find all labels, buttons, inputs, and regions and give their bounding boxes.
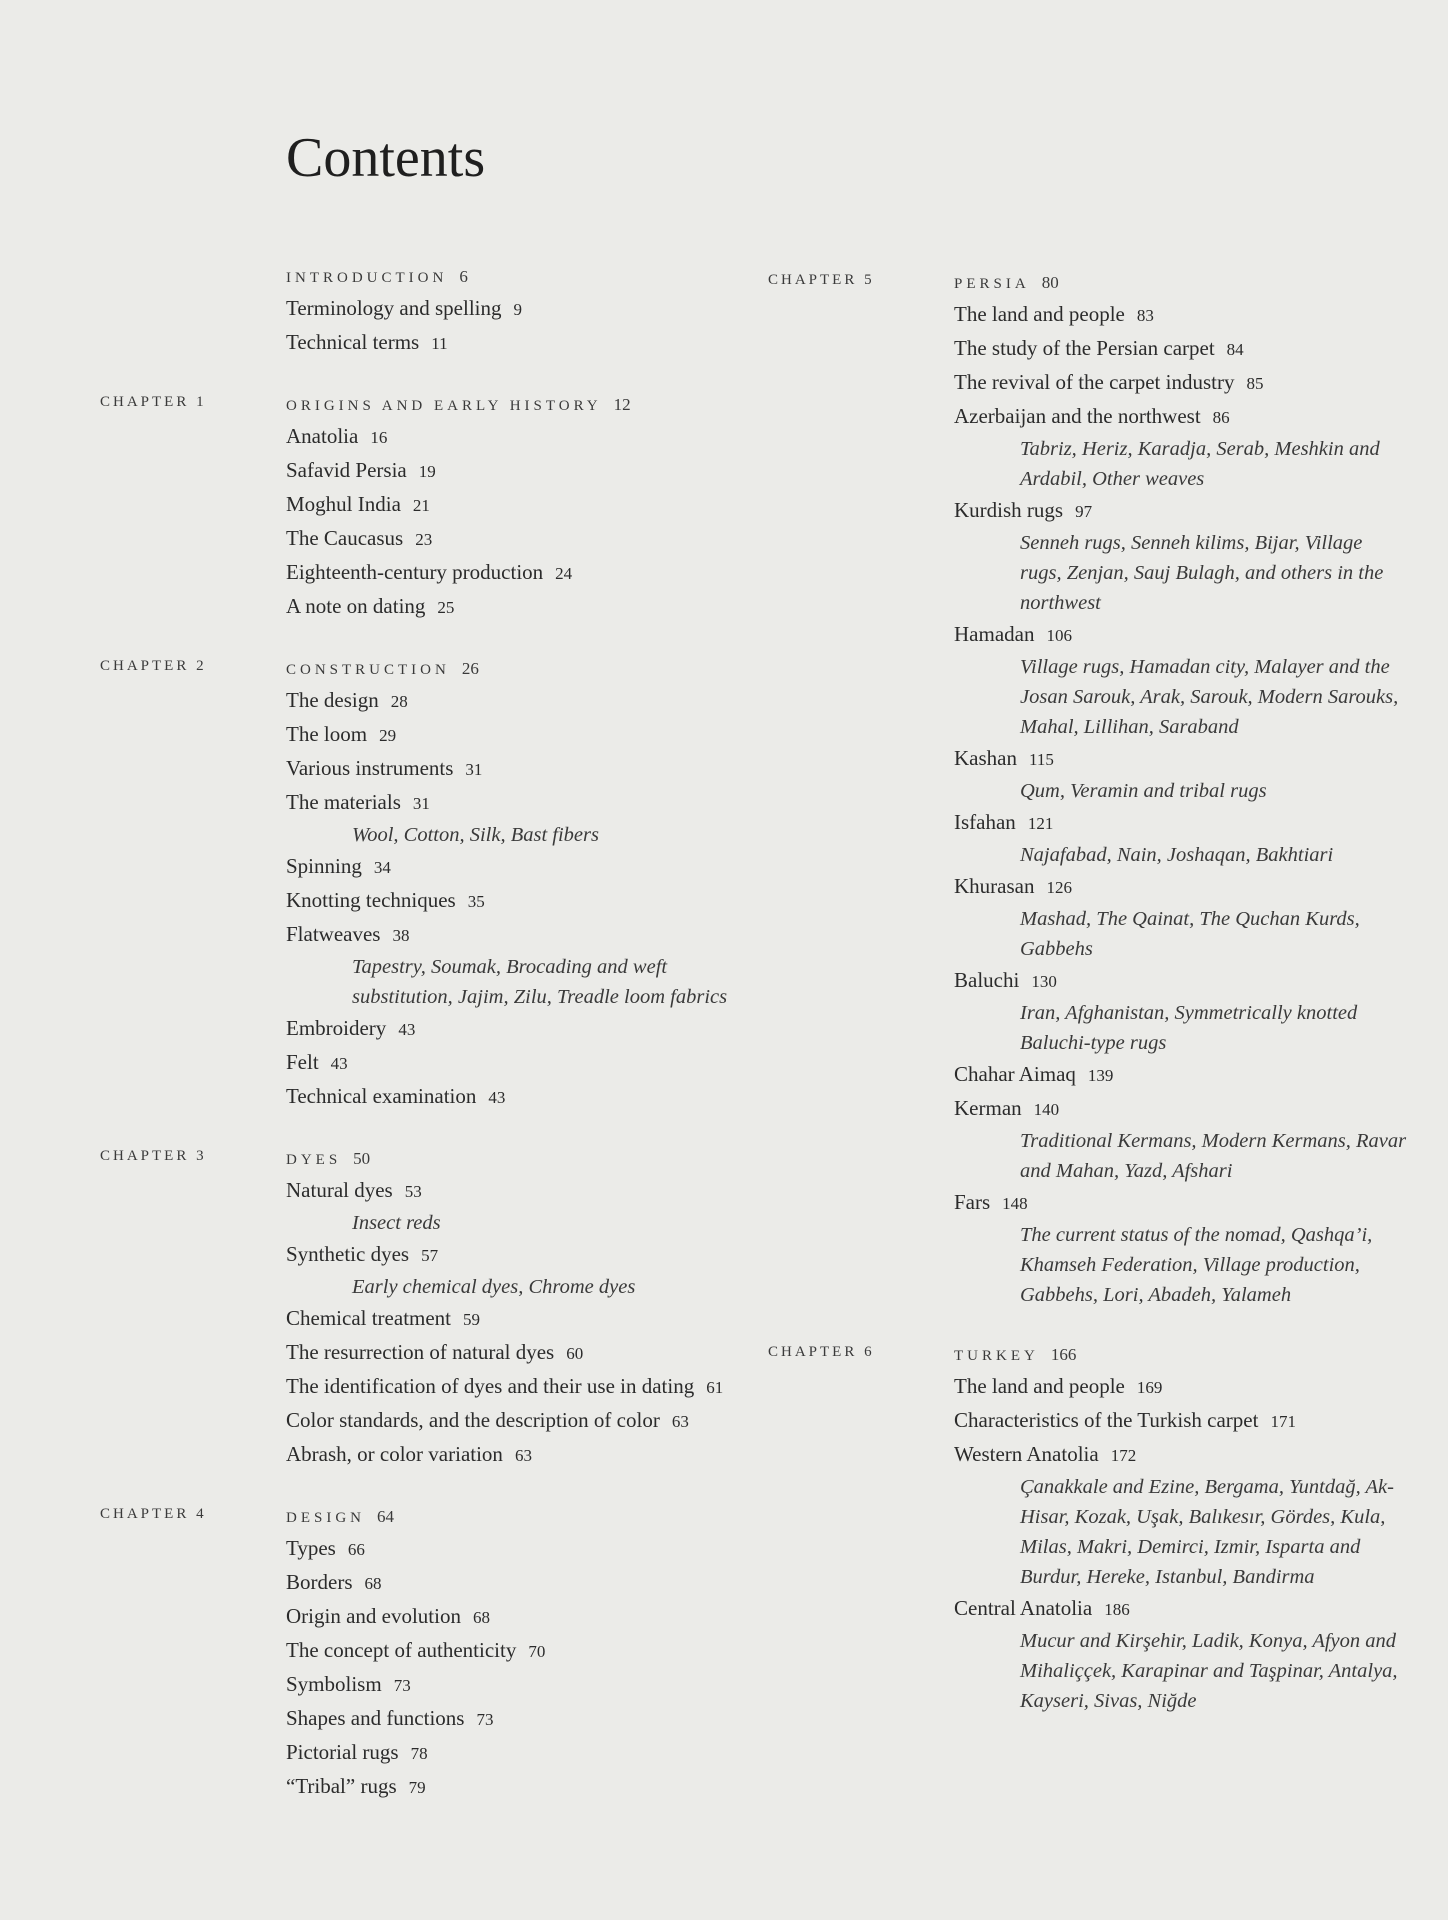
entry-title: The land and people (954, 1374, 1125, 1398)
page-number: 68 (472, 1608, 490, 1627)
page-number: 84 (1226, 340, 1244, 359)
section-entries (286, 1502, 820, 1804)
toc-section (100, 390, 820, 624)
entry-title: Anatolia (286, 424, 359, 448)
toc-entry (954, 1438, 1408, 1472)
entry-title: Chemical treatment (286, 1306, 452, 1330)
toc-section (100, 1502, 820, 1804)
entry-title: Spinning (286, 854, 362, 878)
page-number: 34 (373, 858, 391, 877)
section-heading-text: TURKEY (954, 1348, 1039, 1364)
page-number: 171 (1270, 1412, 1296, 1431)
toc-entry (286, 454, 820, 488)
page-number: 85 (1246, 374, 1264, 393)
page-number: 70 (528, 1642, 546, 1661)
page-number: 9 (513, 300, 522, 319)
toc-entry (954, 742, 1408, 776)
page-number: 57 (421, 1246, 439, 1265)
entry-title: Kashan (954, 746, 1017, 770)
toc-entry (286, 1702, 820, 1736)
toc-entry (286, 786, 820, 820)
entry-title: Shapes and functions (286, 1706, 465, 1730)
page-number: 25 (437, 598, 455, 617)
page-number: 21 (412, 496, 430, 515)
toc-entry (286, 556, 820, 590)
page-number: 19 (418, 462, 436, 481)
page-number: 68 (364, 1574, 382, 1593)
entry-title: Abrash, or color variation (286, 1442, 503, 1466)
toc-entry (286, 1404, 820, 1438)
toc-entry (286, 1080, 820, 1114)
page-number: 24 (555, 564, 573, 583)
section-entries (954, 1340, 1408, 1716)
entry-subtopics: Wool, Cotton, Silk, Bast fibers (352, 824, 599, 846)
entry-title: Khurasan (954, 874, 1035, 898)
page-number: 186 (1104, 1600, 1130, 1619)
section-heading (286, 262, 820, 292)
page-number: 12 (613, 395, 631, 414)
section-heading (286, 1502, 820, 1532)
entry-subtopics: Tabriz, Heriz, Karadja, Serab, Meshkin and Ardabil, Other weaves (1020, 438, 1380, 490)
entry-title: Knotting techniques (286, 888, 456, 912)
entry-title: A note on dating (286, 594, 426, 618)
toc-entry (286, 1238, 820, 1272)
entry-title: The loom (286, 722, 368, 746)
toc-entry (954, 1592, 1408, 1626)
entry-subtopics: Traditional Kermans, Modern Kermans, Ravar and Mahan, Yazd, Afshari (1020, 1130, 1407, 1182)
page-number: 28 (390, 692, 408, 711)
toc-entry (286, 590, 820, 624)
section-heading-text: CONSTRUCTION (286, 662, 450, 678)
entry-title: Pictorial rugs (286, 1740, 399, 1764)
page-number: 139 (1087, 1066, 1114, 1085)
contents-left-column (100, 262, 820, 1834)
entry-title: Types (286, 1536, 336, 1560)
page-number: 106 (1046, 626, 1072, 645)
entry-title: Felt (286, 1050, 319, 1074)
toc-entry (286, 1634, 820, 1668)
page-number: 23 (415, 530, 433, 549)
page-number: 86 (1212, 408, 1230, 427)
toc-entry (954, 366, 1408, 400)
section-heading (286, 390, 820, 420)
page-number: 26 (461, 659, 479, 678)
toc-entry (286, 420, 820, 454)
toc-entry (286, 292, 820, 326)
section-entries (954, 268, 1408, 1310)
entry-title: Origin and evolution (286, 1604, 461, 1628)
chapter-label: CHAPTER 4 (100, 1506, 207, 1522)
toc-entry (286, 1012, 820, 1046)
page-number: 6 (459, 267, 468, 286)
page-number: 29 (379, 726, 397, 745)
toc-entry (286, 884, 820, 918)
toc-entry (954, 400, 1408, 434)
section-entries (286, 390, 820, 624)
entry-title: Flatweaves (286, 922, 381, 946)
entry-subtopics: Village rugs, Hamadan city, Malayer and the Josan Sarouk, Arak, Sarouk, Modern Sarouks, Mahal, Lillihan, Saraband (1020, 656, 1399, 738)
toc-entry (954, 332, 1408, 366)
page-number: 43 (398, 1020, 416, 1039)
section-heading-text: DESIGN (286, 1510, 365, 1526)
entry-title: Isfahan (954, 810, 1016, 834)
toc-entry (954, 870, 1408, 904)
toc-section (100, 654, 820, 1114)
entry-title: Baluchi (954, 968, 1020, 992)
section-entries (286, 1144, 820, 1472)
toc-entry (286, 684, 820, 718)
chapter-label: CHAPTER 5 (768, 272, 875, 288)
section-heading-text: INTRODUCTION (286, 270, 448, 286)
section-heading (954, 268, 1408, 298)
page-number: 126 (1046, 878, 1072, 897)
page-number: 64 (377, 1507, 394, 1526)
section-heading (954, 1340, 1408, 1370)
entry-title: Technical terms (286, 330, 420, 354)
entry-title: The materials (286, 790, 401, 814)
page-number: 83 (1136, 306, 1154, 325)
toc-entry (286, 918, 820, 952)
toc-entry (286, 1174, 820, 1208)
entry-title: The design (286, 688, 379, 712)
entry-subtopics: Mucur and Kirşehir, Ladik, Konya, Afyon and Mihaliççek, Karapinar and Taşpinar, Antalya, Kayseri, Sivas, Niğde (1020, 1630, 1398, 1712)
entry-title: Various instruments (286, 756, 454, 780)
toc-entry (954, 494, 1408, 528)
page-title: Contents (286, 126, 486, 189)
toc-entry (954, 298, 1408, 332)
entry-title: Borders (286, 1570, 353, 1594)
entry-title: Terminology and spelling (286, 296, 502, 320)
toc-section (100, 1144, 820, 1472)
toc-entry (286, 1770, 820, 1804)
entry-title: The concept of authenticity (286, 1638, 517, 1662)
page-number: 130 (1031, 972, 1057, 991)
page-number: 59 (463, 1310, 481, 1329)
entry-title: The resurrection of natural dyes (286, 1340, 555, 1364)
toc-entry (286, 1046, 820, 1080)
entry-title: The study of the Persian carpet (954, 336, 1215, 360)
entry-title: Technical examination (286, 1084, 477, 1108)
entry-title: The identification of dyes and their use in dating (286, 1374, 695, 1398)
section-heading-text: ORIGINS AND EARLY HISTORY (286, 398, 602, 414)
toc-entry (954, 1370, 1408, 1404)
toc-section (768, 1340, 1408, 1716)
entry-title: Azerbaijan and the northwest (954, 404, 1201, 428)
entry-subtopics: Qum, Veramin and tribal rugs (1020, 780, 1267, 802)
entry-title: Safavid Persia (286, 458, 407, 482)
toc-entry (286, 1370, 820, 1404)
page-number: 79 (408, 1778, 426, 1797)
entry-title: Fars (954, 1190, 991, 1214)
entry-title: “Tribal” rugs (286, 1774, 397, 1798)
entry-subtopics: The current status of the nomad, Qashqa’i, Khamseh Federation, Village production, Gabbehs, Lori, Abadeh, Yalameh (1020, 1224, 1373, 1306)
toc-entry (286, 1336, 820, 1370)
entry-title: Hamadan (954, 622, 1035, 646)
section-entries (286, 654, 820, 1114)
page-number: 80 (1041, 273, 1059, 292)
entry-title: The Caucasus (286, 526, 404, 550)
toc-entry (286, 488, 820, 522)
entry-title: Color standards, and the description of color (286, 1408, 660, 1432)
toc-entry (286, 850, 820, 884)
entry-title: Kurdish rugs (954, 498, 1064, 522)
entry-subtopics: Senneh rugs, Senneh kilims, Bijar, Village rugs, Zenjan, Sauj Bulagh, and others in the northwest (1020, 532, 1384, 614)
toc-entry (954, 1058, 1408, 1092)
entry-title: Eighteenth-century production (286, 560, 544, 584)
entry-title: The revival of the carpet industry (954, 370, 1235, 394)
entry-subtopics: Iran, Afghanistan, Symmetrically knotted Baluchi-type rugs (1020, 1002, 1358, 1054)
section-entries (286, 262, 820, 360)
page-number: 73 (393, 1676, 411, 1695)
page-number: 63 (671, 1412, 689, 1431)
entry-subtopics: Çanakkale and Ezine, Bergama, Yuntdağ, Ak-Hisar, Kozak, Uşak, Balıkesır, Gördes, Kula, Milas, Makri, Demirci, Izmir, Isparta and Burdur, Hereke, Istanbul, Bandirma (1020, 1476, 1394, 1588)
page-number: 73 (476, 1710, 494, 1729)
page-number: 60 (566, 1344, 584, 1363)
page-number: 140 (1033, 1100, 1060, 1119)
toc-entry (954, 618, 1408, 652)
chapter-label: CHAPTER 6 (768, 1344, 875, 1360)
page-number: 121 (1027, 814, 1054, 833)
page-number: 63 (514, 1446, 532, 1465)
toc-entry (954, 1186, 1408, 1220)
toc-entry (286, 752, 820, 786)
toc-section (768, 268, 1408, 1310)
page-number: 61 (706, 1378, 724, 1397)
toc-entry (286, 1302, 820, 1336)
section-heading (286, 1144, 820, 1174)
contents-right-column (768, 268, 1408, 1746)
page-number: 172 (1110, 1446, 1137, 1465)
entry-title: Central Anatolia (954, 1596, 1093, 1620)
toc-entry (954, 964, 1408, 998)
entry-subtopics: Najafabad, Nain, Joshaqan, Bakhtiari (1020, 844, 1334, 866)
page-number: 53 (404, 1182, 422, 1201)
toc-entry (954, 806, 1408, 840)
section-heading (286, 654, 820, 684)
entry-subtopics: Tapestry, Soumak, Brocading and weft substitution, Jajim, Zilu, Treadle loom fabrics (352, 956, 728, 1008)
page-number: 169 (1136, 1378, 1163, 1397)
entry-title: Natural dyes (286, 1178, 393, 1202)
toc-entry (286, 326, 820, 360)
page-number: 166 (1050, 1345, 1077, 1364)
entry-subtopics: Early chemical dyes, Chrome dyes (352, 1276, 636, 1298)
entry-title: Embroidery (286, 1016, 387, 1040)
toc-section (100, 262, 820, 360)
entry-title: Western Anatolia (954, 1442, 1099, 1466)
page-number: 31 (465, 760, 483, 779)
entry-subtopics: Insect reds (352, 1212, 441, 1234)
toc-entry (954, 1404, 1408, 1438)
chapter-label: CHAPTER 1 (100, 394, 207, 410)
section-heading-text: DYES (286, 1152, 342, 1168)
toc-entry (286, 1600, 820, 1634)
page-number: 115 (1028, 750, 1054, 769)
entry-title: Characteristics of the Turkish carpet (954, 1408, 1259, 1432)
page-number: 43 (330, 1054, 348, 1073)
entry-title: Chahar Aimaq (954, 1062, 1076, 1086)
toc-entry (286, 718, 820, 752)
toc-entry (286, 1438, 820, 1472)
toc-entry (286, 1736, 820, 1770)
entry-title: Moghul India (286, 492, 401, 516)
page-number: 38 (392, 926, 410, 945)
toc-entry (286, 1532, 820, 1566)
chapter-label: CHAPTER 2 (100, 658, 207, 674)
page-number: 16 (370, 428, 388, 447)
toc-entry (286, 522, 820, 556)
toc-entry (286, 1566, 820, 1600)
entry-title: Synthetic dyes (286, 1242, 410, 1266)
entry-title: The land and people (954, 302, 1125, 326)
page-number: 66 (347, 1540, 365, 1559)
page-number: 50 (353, 1149, 371, 1168)
entry-title: Symbolism (286, 1672, 382, 1696)
entry-subtopics: Mashad, The Qainat, The Quchan Kurds, Gabbehs (1020, 908, 1360, 960)
chapter-label: CHAPTER 3 (100, 1148, 207, 1164)
page-number: 78 (410, 1744, 428, 1763)
page-number: 31 (412, 794, 430, 813)
page-number: 35 (467, 892, 485, 911)
toc-entry (954, 1092, 1408, 1126)
page-number: 43 (488, 1088, 506, 1107)
page-number: 11 (431, 334, 448, 353)
section-heading-text: PERSIA (954, 276, 1030, 292)
toc-entry (286, 1668, 820, 1702)
entry-title: Kerman (954, 1096, 1022, 1120)
page-number: 148 (1002, 1194, 1028, 1213)
page-number: 97 (1075, 502, 1093, 521)
